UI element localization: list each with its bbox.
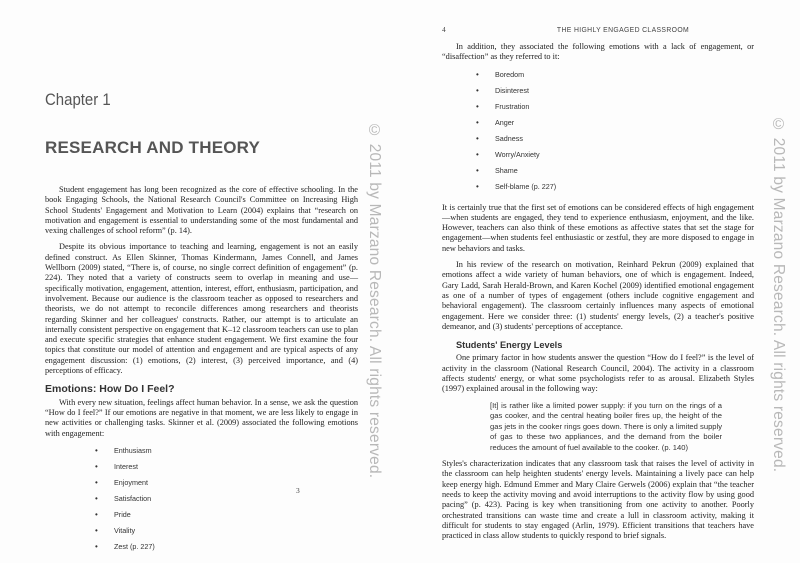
paragraph: Styles's characterization indicates that any classroom task that raises the level of activity in the classroom can help heighten students' energy levels. Maintaining a lively pace can help keep energy high. Edmund Emmer and Mary Claire Gerwels (2006) explain that “the teacher needs to keep the activity moving and avoid interruptions to the activity flow by using good pacing” (p. 423). Pacing is key when transitioning from one activity to another. Poorly orchestrated transitions can waste time and create a lull in classroom activity, making it difficult for students to stay engaged (Arlin, 1979). Efficient transitions that teachers have practiced in class allow students to quickly respond to brief signals. <box>442 459 754 541</box>
paragraph: In his review of the research on motivation, Reinhard Pekrun (2009) explained that emotions affect a wide variety of human behaviors, one of which is engagement. Indeed, Gary Ladd, Sarah Herald-Brown, and Karen Kochel (2009) identified emotional engagement as one of a number of types of engagement (others include cognitive engagement and behavioral engagement). The classroom certainly influences many aspects of emotional engagement. Here we consider three: (1) students' energy levels, (2) a teacher's positive demeanor, and (3) students' perceptions of acceptance. <box>442 260 754 331</box>
paragraph: Despite its obvious importance to teaching and learning, engagement is not an easily defined construct. As Ellen Skinner, Thomas Kindermann, James Connell, and James Wellborn (2009) stated, “There is, of course, no single correct definition of engagement” (p. 224). They noted that a variety of constructs seem to overlap in meaning and use—specifically motivation, engagement, attention, interest, effort, enthusiasm, participation, and involvement. Because our audience is the classroom teacher as opposed to researchers and theorists, we do not attempt to reconcile differences among researchers and theorists regarding Skinner and her colleagues' constructs. Rather, our attempt is to articulate an internally consistent perspective on engagement that K–12 classroom teachers can use to plan and execute specific strategies that enhance student engagement. We first examine the four topics that constitute our model of attention and engagement and are typical aspects of any engagement discussion: (1) emotions, (2) interest, (3) perceived importance, and (4) perceptions of efficacy. <box>45 242 358 376</box>
list-item: • Shame <box>476 165 754 181</box>
chapter-title: RESEARCH AND THEORY <box>45 138 261 157</box>
list-item: • Enjoyment <box>95 477 358 493</box>
copyright-watermark: © 2011 by Marzano Research. All rights reserved. <box>770 116 787 473</box>
list-item: • Zest (p. 227) <box>95 541 358 557</box>
page-number: 3 <box>296 486 300 495</box>
list-item: • Vitality <box>95 525 358 541</box>
list-item: • Pride <box>95 509 358 525</box>
paragraph: Student engagement has long been recognized as the core of effective schooling. In the book Engaging Schools, the National Research Council's Committee on Increasing High School Students' Engagement and Motivation to Learn (2004) explains that “research on motivation and engagement is essential to understanding some of the most fundamental and vexing challenges of school reform” (p. 14). <box>45 185 358 236</box>
paragraph: With every new situation, feelings affect human behavior. In a sense, we ask the question “How do I feel?” If our emotions are negative in that moment, we are less likely to engage in new activities or challenging tasks. Skinner et al. (2009) associated the following emotions with engagement: <box>45 397 358 438</box>
running-head: THE HIGHLY ENGAGED CLASSROOM <box>556 25 690 34</box>
list-item: • Self-blame (p. 227) <box>476 181 754 197</box>
page-number: 4 <box>442 25 446 34</box>
list-item: • Boredom <box>476 69 754 85</box>
disaffection-emotions-list <box>442 69 754 197</box>
list-item: • Worry/Anxiety <box>476 149 754 165</box>
right-body <box>442 42 754 548</box>
list-item: • Sadness <box>476 133 754 149</box>
paragraph: One primary factor in how students answer the question “How do I feel?” is the level of activity in the classroom (National Research Council, 2004). The activity in a classroom affects students' energy, or what some psychologists refer to as arousal. Elizabeth Styles (1997) explained arousal in the following way: <box>442 353 754 394</box>
copyright-watermark: © 2011 by Marzano Research. All rights reserved. <box>366 122 383 479</box>
list-item: • Enthusiasm <box>95 445 358 461</box>
list-item: • Disinterest <box>476 85 754 101</box>
left-body <box>45 185 358 563</box>
paragraph: It is certainly true that the first set of emotions can be considered effects of high engagement—when students are engaged, they tend to experience enthusiasm, enjoyment, and the like. However, teachers can also think of these emotions as affective states that set the stage for engagement—when students feel enthusiastic or zestful, they are more disposed to engage in new behaviors and tasks. <box>442 202 754 253</box>
chapter-label: Chapter 1 <box>45 90 111 109</box>
subsection-heading: Students' Energy Levels <box>456 340 563 351</box>
right-page <box>400 0 800 541</box>
block-quote: [It] is rather like a limited power supply: if you turn on the rings of a gas cooker, and the central heating boiler fires up, the height of the gas jets in the cooker rings goes down. There is only a limited supply of gas to these two appliances, and the demand from the boiler reduces the amount of fuel available to the cooker. (p. 140) <box>490 400 722 452</box>
section-heading: Emotions: How Do I Feel? <box>45 383 175 396</box>
left-page <box>0 0 400 551</box>
engagement-emotions-list <box>45 445 358 557</box>
list-item: • Anger <box>476 117 754 133</box>
list-item: • Satisfaction <box>95 493 358 509</box>
list-item: • Frustration <box>476 101 754 117</box>
list-item: • Interest <box>95 461 358 477</box>
paragraph: In addition, they associated the following emotions with a lack of engagement, or “disaffection” as they referred to it: <box>442 42 754 62</box>
